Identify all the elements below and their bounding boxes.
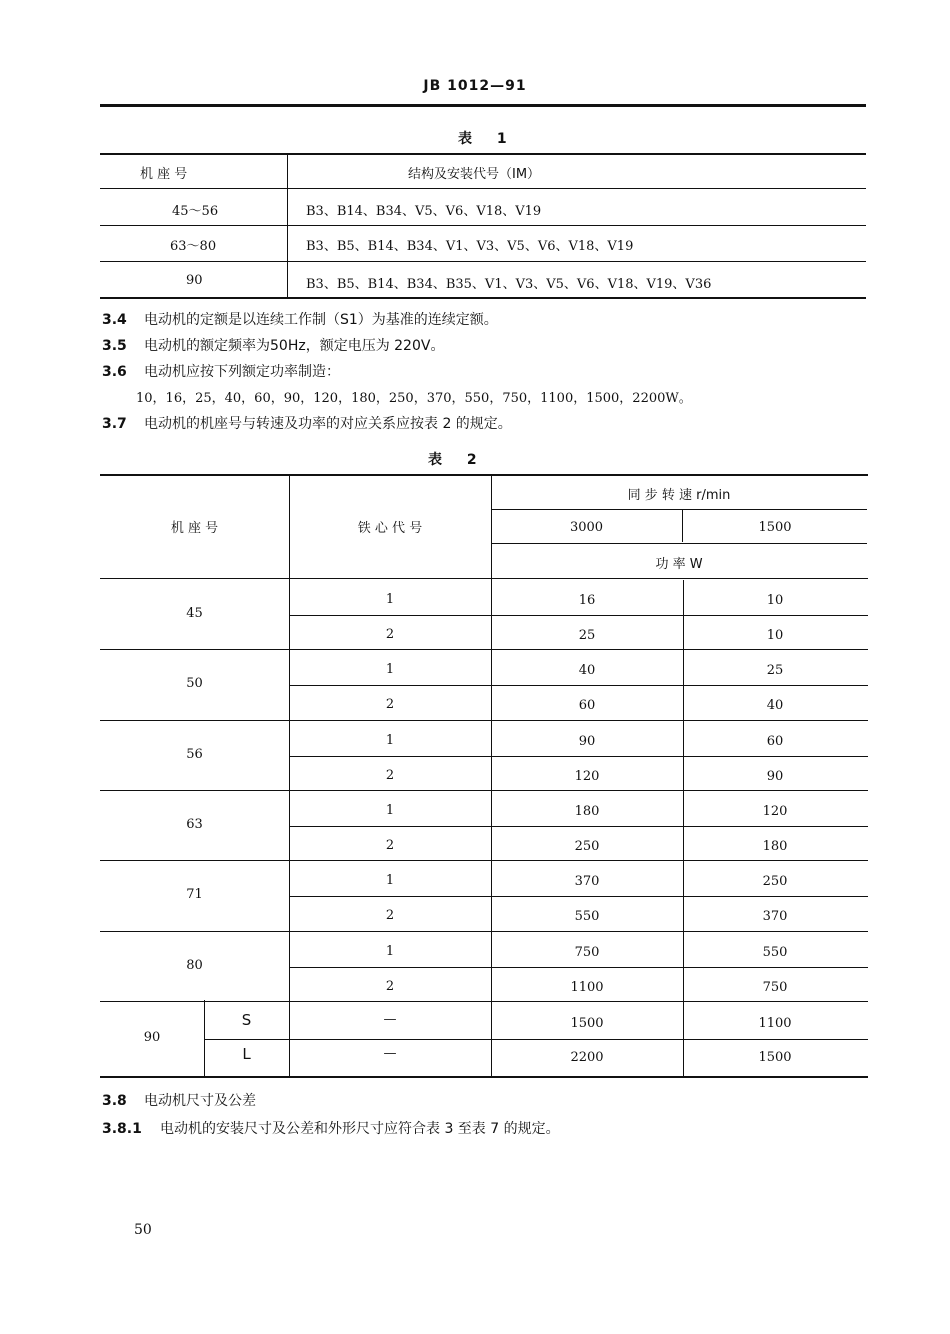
table1-row-frame: 45～56 — [172, 204, 219, 219]
table2-power-3000: 180 — [574, 803, 600, 819]
table1-row-rule — [100, 261, 866, 262]
table2-power-1500: 550 — [762, 944, 788, 960]
table2-core: 2 — [385, 908, 395, 924]
table1-row-frame: 63～80 — [170, 239, 217, 254]
table2-row-rule — [204, 1039, 868, 1040]
table2-top-rule — [100, 474, 868, 476]
table2-frame: 80 — [186, 957, 203, 973]
table2-core: 2 — [385, 767, 395, 783]
table2-core: — — [383, 1046, 397, 1061]
table2-header-rule — [100, 578, 868, 579]
table2-power-3000: 250 — [574, 838, 600, 854]
table2-group-rule — [100, 720, 868, 721]
table2-power-1500: 370 — [762, 909, 788, 925]
table2-power-1500: 750 — [762, 979, 788, 995]
table2-row-rule — [289, 756, 868, 757]
table2-core: 1 — [385, 592, 395, 607]
rated-power-list: 10，16，25，40，60，90，120，180，250，370，550，750，1100，1500，2200W。 — [136, 391, 692, 406]
table2-power-1500: 1500 — [758, 1050, 792, 1065]
table2-col-divider — [683, 580, 684, 1078]
table2-frame: 63 — [186, 816, 203, 832]
table2-frame: 45 — [186, 606, 203, 621]
table2-power-1500: 90 — [766, 768, 784, 784]
clause-text: 电动机尺寸及公差 — [144, 1093, 256, 1109]
table1-row-frame: 90 — [186, 273, 203, 288]
clause-number: 3.8 — [102, 1093, 127, 1109]
table1-top-rule — [100, 153, 866, 155]
table2-row-rule — [289, 896, 868, 897]
clause-text: 电动机的安装尺寸及公差和外形尺寸应符合表 3 至表 7 的规定。 — [160, 1121, 560, 1137]
table2-header-rule — [491, 543, 867, 544]
clause-text: 电动机应按下列额定功率制造： — [144, 364, 340, 380]
table2-power-1500: 60 — [766, 733, 784, 749]
table2-core: — — [383, 1012, 397, 1027]
table2-core: 2 — [385, 627, 395, 642]
table2-header-frame: 机 座 号 — [170, 521, 219, 536]
table2-header-core: 铁 心 代 号 — [357, 521, 423, 536]
table2-power-1500: 120 — [762, 803, 788, 819]
table2-header-speed-3000: 3000 — [569, 520, 604, 535]
table2-row-rule — [289, 967, 868, 968]
table2-core: 2 — [385, 978, 395, 994]
table2-group-rule — [100, 649, 868, 650]
table2-subframe: S — [241, 1011, 252, 1029]
clause-3-7 — [102, 413, 512, 433]
table2-power-3000: 60 — [578, 698, 596, 714]
table2-group-rule — [100, 860, 868, 861]
table2-frame: 50 — [186, 676, 203, 692]
table2-power-3000: 1100 — [570, 979, 604, 995]
table2-core: 1 — [385, 943, 395, 959]
table2-header-speed: 同 步 转 速 r/min — [627, 488, 731, 503]
clause-number: 3.5 — [102, 338, 127, 354]
table2-power-3000: 90 — [578, 733, 596, 749]
table2-power-1500: 40 — [766, 698, 784, 714]
table2-power-1500: 10 — [766, 628, 784, 643]
table2-power-3000: 1500 — [570, 1016, 604, 1031]
table2-power-1500: 10 — [766, 593, 784, 608]
table2-frame: 56 — [186, 746, 203, 762]
table2-header-speed-1500: 1500 — [758, 520, 792, 535]
table2-power-3000: 16 — [578, 593, 596, 608]
table1-row-codes: B3、B5、B14、B34、B35、V1、V3、V5、V6、V18、V19、V36 — [306, 277, 712, 292]
table2-group-rule — [100, 931, 868, 932]
table2-core: 2 — [385, 697, 395, 713]
clause-text: 电动机的定额是以连续工作制（S1）为基准的连续定额。 — [144, 312, 498, 328]
clause-number: 3.6 — [102, 364, 127, 380]
table2-core: 2 — [385, 837, 395, 853]
clause-3-8-1 — [102, 1118, 560, 1138]
table2-power-3000: 25 — [578, 628, 596, 643]
table1-header-frame: 机 座 号 — [140, 167, 188, 182]
table2-header-rule — [491, 509, 867, 510]
clause-3-5 — [102, 335, 444, 355]
standard-code: JB 1012—91 — [423, 78, 527, 94]
table2-frame: 71 — [186, 887, 203, 903]
table2-frame-90: 90 — [143, 1030, 161, 1045]
clause-text: 电动机的额定频率为50Hz，额定电压为 220V。 — [144, 338, 445, 354]
table2-bottom-rule — [100, 1076, 868, 1078]
table1-header-rule — [100, 188, 866, 189]
table1-caption: 表 1 — [458, 131, 517, 147]
table1-row-codes: B3、B14、B34、V5、V6、V18、V19 — [306, 204, 542, 219]
clause-3-8 — [102, 1090, 256, 1110]
table2-row-rule — [289, 826, 868, 827]
table1-header-code: 结构及安装代号（IM） — [408, 167, 541, 182]
table2-subframe: L — [242, 1045, 251, 1063]
table2-power-3000: 40 — [578, 663, 596, 679]
table2-group-rule — [100, 790, 868, 791]
clause-3-6 — [102, 361, 340, 381]
table2-power-1500: 250 — [762, 874, 788, 890]
table2-power-3000: 750 — [574, 944, 600, 960]
table2-core: 1 — [385, 802, 395, 818]
table2-power-1500: 1100 — [758, 1016, 792, 1031]
table1-col-divider — [287, 155, 288, 299]
table2-power-3000: 2200 — [570, 1050, 604, 1065]
table1-bottom-rule — [100, 297, 866, 299]
table2-row-rule — [289, 685, 868, 686]
table2-core: 1 — [385, 732, 395, 748]
table2-core: 1 — [385, 873, 395, 889]
page-number: 50 — [134, 1222, 152, 1238]
table2-row-rule — [289, 615, 868, 616]
table2-caption: 表 2 — [428, 452, 487, 468]
clause-text: 电动机的机座号与转速及功率的对应关系应按表 2 的规定。 — [144, 416, 512, 432]
table2-power-3000: 370 — [574, 874, 600, 890]
table2-power-1500: 25 — [766, 663, 784, 679]
clause-number: 3.4 — [102, 312, 127, 328]
table2-power-3000: 550 — [574, 909, 600, 925]
table2-core: 1 — [385, 662, 395, 678]
table2-power-3000: 120 — [574, 768, 600, 784]
clause-number: 3.8.1 — [102, 1121, 142, 1137]
table2-power-1500: 180 — [762, 838, 788, 854]
clause-3-4 — [102, 309, 498, 329]
clause-number: 3.7 — [102, 416, 127, 432]
table2-header-power: 功 率 W — [655, 557, 703, 572]
table1-row-rule — [100, 225, 866, 226]
table1-row-codes: B3、B5、B14、B34、V1、V3、V5、V6、V18、V19 — [306, 239, 634, 254]
header-rule — [100, 104, 866, 107]
table2-group-rule — [100, 1001, 868, 1002]
